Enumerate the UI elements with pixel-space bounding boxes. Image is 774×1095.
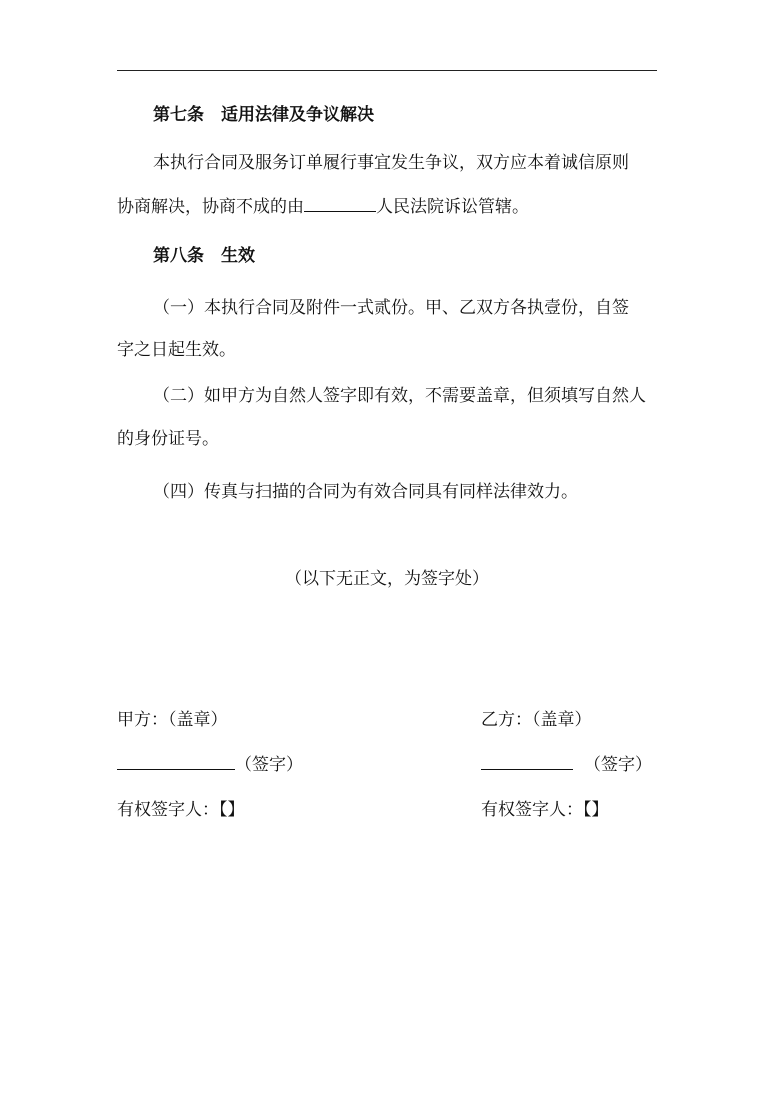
article7-text-line2 — [117, 196, 662, 218]
party-a-sign — [117, 753, 303, 776]
article8-heading: 第八条 生效 — [153, 246, 255, 266]
party-b-sign-line — [481, 753, 573, 770]
party-b-sign — [481, 753, 652, 776]
article7-text-post: 人民法院诉讼管辖。 — [376, 197, 529, 217]
article7-heading: 第七条 适用法律及争议解决 — [153, 105, 374, 125]
party-b-sign-label: （签字） — [584, 755, 652, 775]
party-b-seal: 乙方：（盖章） — [481, 710, 592, 730]
court-blank — [304, 196, 376, 212]
no-text-note: （以下无正文，为签字处） — [285, 569, 489, 589]
party-a-sign-line — [117, 753, 235, 770]
article7-text-pre: 协商解决，协商不成的由 — [117, 197, 304, 217]
party-a-authorized: 有权签字人：【】 — [117, 800, 245, 820]
party-a-sign-label: （签字） — [235, 755, 303, 775]
article7-text-line1: 本执行合同及服务订单履行事宜发生争议，双方应本着诚信原则 — [153, 153, 629, 173]
article8-clause1-line1: （一）本执行合同及附件一式贰份。甲、乙双方各执壹份，自签 — [153, 298, 629, 318]
article8-clause1-line2: 字之日起生效。 — [117, 340, 236, 360]
article8-clause2-line1: （二）如甲方为自然人签字即有效，不需要盖章，但须填写自然人 — [153, 386, 646, 406]
article8-clause4: （四）传真与扫描的合同为有效合同具有同样法律效力。 — [153, 482, 578, 502]
party-b-authorized: 有权签字人：【】 — [481, 800, 609, 820]
party-a-seal: 甲方：（盖章） — [117, 710, 228, 730]
header-rule — [117, 70, 657, 71]
article8-clause2-line2: 的身份证号。 — [117, 429, 219, 449]
